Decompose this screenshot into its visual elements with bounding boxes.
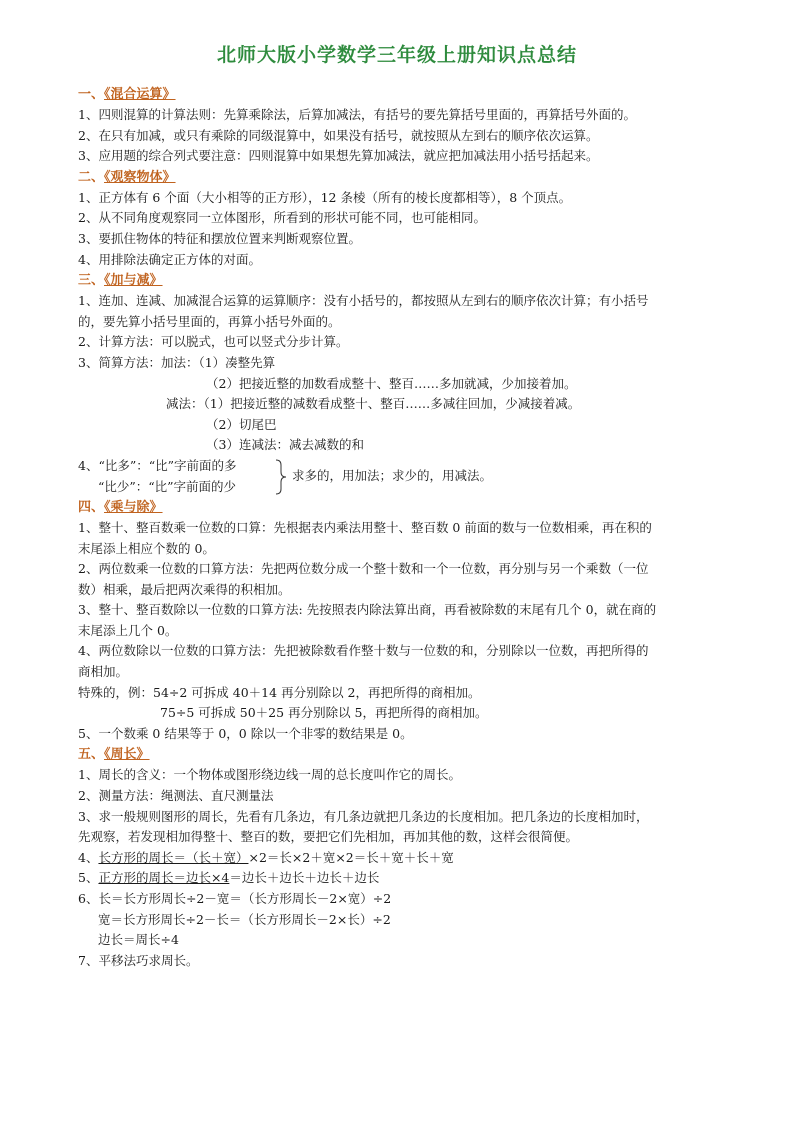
section-heading-mixed-operations bbox=[78, 84, 728, 105]
section-title: 《加与减》 bbox=[104, 273, 163, 289]
comparison-rule: 求多的，用加法；求少的，用减法。 bbox=[292, 467, 493, 483]
list-item: 4、两位数除以一位数的口算方法：先把被除数看作整十数与一位数的和，分别除以一位数，再把所得的 bbox=[78, 643, 649, 659]
formula-line: 宽＝长方形周长÷2－长＝（长方形周长－2×长）÷2 bbox=[98, 911, 391, 927]
special-example: 特殊的，例：54÷2 可拆成 40＋14 再分别除以 2，再把所得的商相加。 bbox=[78, 684, 481, 700]
comparison-more: 4、“比多”：“比”字前面的多 bbox=[78, 457, 237, 473]
section-heading-observing-objects bbox=[78, 167, 728, 188]
list-item: 1、连加、连减、加减混合运算的运算顺序：没有小括号的，都按照从左到右的顺序依次计算；有小括号 bbox=[78, 293, 649, 309]
section-heading-multiplication-division bbox=[78, 497, 728, 518]
sub-item: （3）连减法：减去减数的和 bbox=[206, 437, 364, 453]
section-title: 《观察物体》 bbox=[104, 169, 176, 185]
section-heading-perimeter bbox=[78, 744, 728, 765]
list-item-continuation: 商相加。 bbox=[78, 664, 129, 680]
item-number: 4、 bbox=[78, 849, 99, 865]
list-item: 5、一个数乘 0 结果等于 0，0 除以一个非零的数结果是 0。 bbox=[78, 725, 413, 741]
list-item: 1、正方体有 6 个面（大小相等的正方形），12 条棱（所有的棱长度都相等），8 个顶点。 bbox=[78, 189, 572, 205]
list-item-square-perimeter bbox=[78, 868, 728, 889]
sub-item: （2）把接近整的加数看成整十、整百……多加就减，少加接着加。 bbox=[206, 375, 577, 391]
list-item-continuation: 的，要先算小括号里面的，再算小括号外面的。 bbox=[78, 313, 341, 329]
sub-item: 减法：（1）把接近整的减数看成整十、整百……多减往回加，少减接着减。 bbox=[166, 396, 581, 412]
list-item: 2、两位数乘一位数的口算方法：先把两位数分成一个整十数和一个一位数，再分别与另一个乘数（一位 bbox=[78, 561, 649, 577]
section-number: 二、 bbox=[78, 169, 105, 185]
list-item: 3、应用题的综合列式要注意：四则混算中如果想先算加减法，就应把加减法用小括号括起来。 bbox=[78, 148, 599, 164]
list-item: 1、整十、整百数乘一位数的口算：先根据表内乘法用整十、整百数 0 前面的数与一位数相乘，再在积的 bbox=[78, 519, 652, 535]
list-item: 2、测量方法：绳测法、直尺测量法 bbox=[78, 788, 274, 804]
list-item: 7、平移法巧求周长。 bbox=[78, 952, 199, 968]
list-item-continuation: 末尾添上几个 0。 bbox=[78, 622, 178, 638]
list-item: 2、在只有加减，或只有乘除的同级混算中，如果没有括号，就按照从左到右的顺序依次运算。 bbox=[78, 127, 599, 143]
section-number: 四、 bbox=[78, 499, 105, 515]
special-example: 75÷5 可拆成 50＋25 再分别除以 5，再把所得的商相加。 bbox=[160, 705, 488, 721]
section-number: 五、 bbox=[78, 747, 105, 763]
list-item: 3、求一般规则图形的周长，先看有几条边，有几条边就把几条边的长度相加。把几条边的长度相加时， bbox=[78, 808, 649, 824]
list-item: 1、周长的含义：一个物体或图形绕边线一周的总长度叫作它的周长。 bbox=[78, 767, 461, 783]
list-item: 4、用排除法确定正方体的对面。 bbox=[78, 251, 261, 267]
sub-item: （2）切尾巴 bbox=[206, 416, 277, 432]
section-title: 《混合运算》 bbox=[104, 87, 176, 102]
list-item: 3、整十、整百数除以一位数的口算方法: 先按照表内除法算出商，再看被除数的末尾有几个 0，就在商的 bbox=[78, 602, 657, 618]
list-item: 1、四则混算的计算法则：先算乘除法，后算加减法，有括号的要先算括号里面的，再算括号外面的。 bbox=[78, 107, 636, 122]
document-title: 北师大版小学数学三年级上册知识点总结 bbox=[216, 44, 577, 66]
section-title: 《乘与除》 bbox=[104, 499, 163, 515]
section-number: 一、 bbox=[78, 87, 105, 102]
curly-brace-icon bbox=[274, 459, 288, 495]
item-number: 5、 bbox=[78, 870, 99, 886]
list-item-rectangle-perimeter bbox=[78, 848, 728, 869]
section-heading-addition-subtraction bbox=[78, 270, 728, 291]
section-number: 三、 bbox=[78, 273, 105, 289]
formula-rest: ×2＝长×2＋宽×2＝长＋宽＋长＋宽 bbox=[248, 849, 454, 865]
formula-rest: ＝边长＋边长＋边长＋边长 bbox=[229, 870, 380, 886]
list-item-continuation: 先观察，若发现相加得整十、整百的数，要把它们先相加，再加其他的数，这样会很简便。 bbox=[78, 829, 579, 845]
list-item: 6、长＝长方形周长÷2－宽＝（长方形周长－2×宽）÷2 bbox=[78, 891, 392, 906]
list-item: 2、从不同角度观察同一立体图形，所看到的形状可能不同，也可能相同。 bbox=[78, 210, 486, 226]
list-item-continuation: 末尾添上相应个数的 0。 bbox=[78, 540, 215, 556]
formula-underlined: 长方形的周长＝（长＋宽） bbox=[98, 849, 249, 865]
list-item-continuation: 数）相乘，最后把两次乘得的积相加。 bbox=[78, 581, 291, 597]
formula-line: 边长＝周长÷4 bbox=[98, 932, 179, 948]
comparison-rule-block bbox=[78, 456, 728, 497]
list-item: 2、计算方法：可以脱式，也可以竖式分步计算。 bbox=[78, 334, 349, 350]
list-item: 3、要抓住物体的特征和摆放位置来判断观察位置。 bbox=[78, 230, 361, 246]
comparison-less: “比少”：“比”字前面的少 bbox=[98, 478, 237, 494]
document-body bbox=[78, 84, 728, 971]
section-title: 《周长》 bbox=[104, 747, 150, 763]
list-item: 3、简算方法：加法：（1）凑整先算 bbox=[78, 354, 276, 370]
formula-underlined: 正方形的周长＝边长×4 bbox=[98, 870, 230, 886]
